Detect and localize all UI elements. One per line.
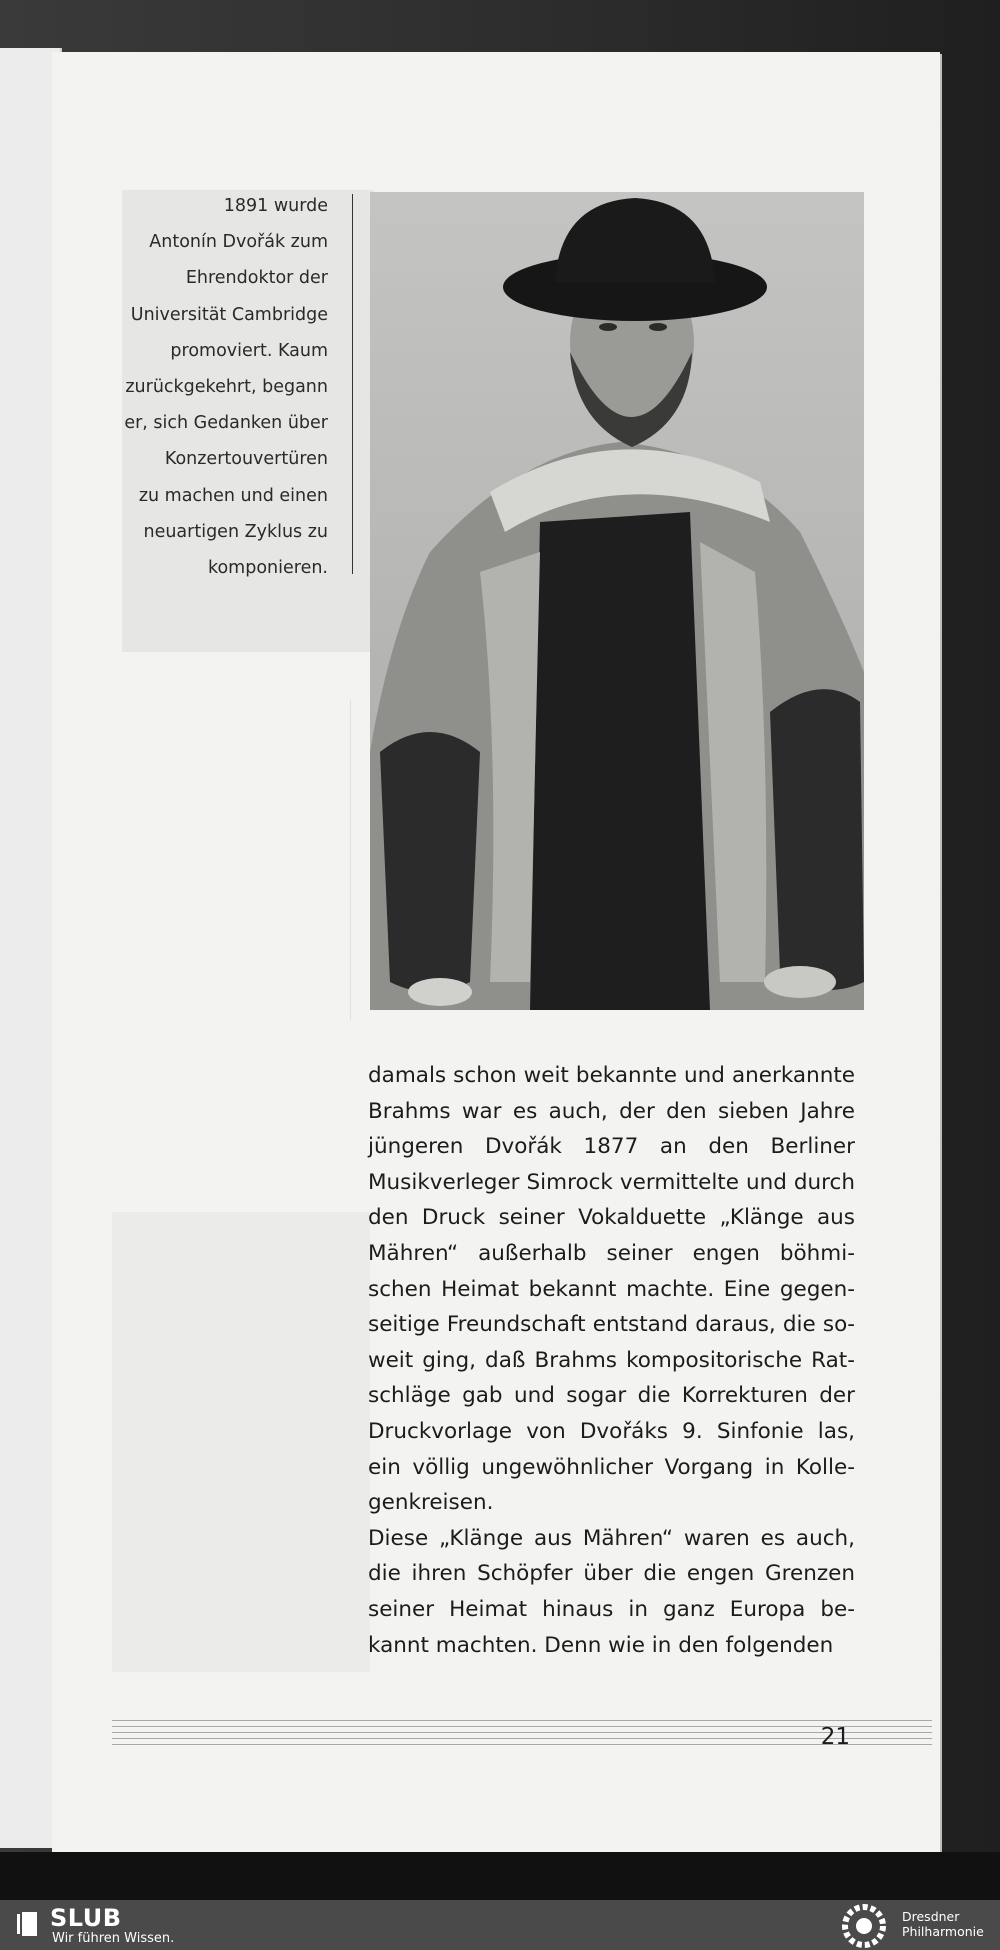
caption-line: Antonín Dvořák zum xyxy=(149,232,328,253)
dvorak-portrait-photo xyxy=(370,192,864,1010)
caption-line: zu machen und einen xyxy=(138,485,328,506)
caption-line: Universität Cambridge xyxy=(130,304,328,325)
body-paragraph: damals schon weit bekannte und anerkannte Brahms war es auch, der den sieben Jahre jüngeren Dvořák 1877 an den Berliner Musikverleger Simrock vermittelte und durch den Druck seiner Vokalduette „Klänge aus Mähren“ außerhalb seiner engen böhmischen Heimat bekannt machte. Eine gegenseitige Freundschaft entstand daraus, die soweit ging, daß Brahms kompositorische Ratschläge gab und sogar die Korrekturen der Druckvorlage von Dvořáks 9. Sinfonie las, ein völlig ungewöhnlicher Vorgang in Kollegenkreisen. xyxy=(368,1063,855,1516)
dresdner-philharmonie-name[interactable] xyxy=(902,1909,998,1939)
partner-name-line: Dresdner xyxy=(902,1909,960,1924)
page-number: 21 xyxy=(820,1724,850,1750)
caption-line: er, sich Gedanken über xyxy=(124,413,328,434)
caption-line: Ehrendoktor der xyxy=(185,268,328,289)
slub-tagline: Wir führen Wissen. xyxy=(52,1931,175,1946)
photo-caption xyxy=(122,188,328,586)
caption-line: 1891 wurde xyxy=(223,196,328,216)
body-text xyxy=(368,1058,855,1663)
portrait-illustration xyxy=(370,192,864,1010)
caption-line: promoviert. Kaum xyxy=(170,340,328,361)
caption-line: Konzertouvertüren xyxy=(164,449,328,470)
caption-line: zurückgekehrt, begann xyxy=(125,377,328,398)
show-through-divider xyxy=(350,700,351,1020)
caption-line: neuartigen Zyklus zu xyxy=(143,521,328,542)
caption-divider xyxy=(352,194,353,574)
caption-line: komponieren. xyxy=(207,558,328,579)
body-paragraph: Diese „Klänge aus Mähren“ waren es auch, die ihren Schöpfer über die engen Grenzen seiner Heimat hinaus in ganz Europa bekannt machten. Denn wie in den folgenden xyxy=(368,1525,855,1658)
dresdner-philharmonie-logo-icon[interactable] xyxy=(842,1904,886,1948)
partner-name-line: Philharmonie xyxy=(902,1924,984,1939)
scan-bottom-edge xyxy=(0,1852,1000,1900)
show-through-image-block xyxy=(112,1212,370,1672)
viewer-footer-bar xyxy=(0,1900,1000,1950)
slub-logo-icon[interactable] xyxy=(12,1908,42,1938)
slub-name[interactable]: SLUB xyxy=(50,1904,122,1932)
